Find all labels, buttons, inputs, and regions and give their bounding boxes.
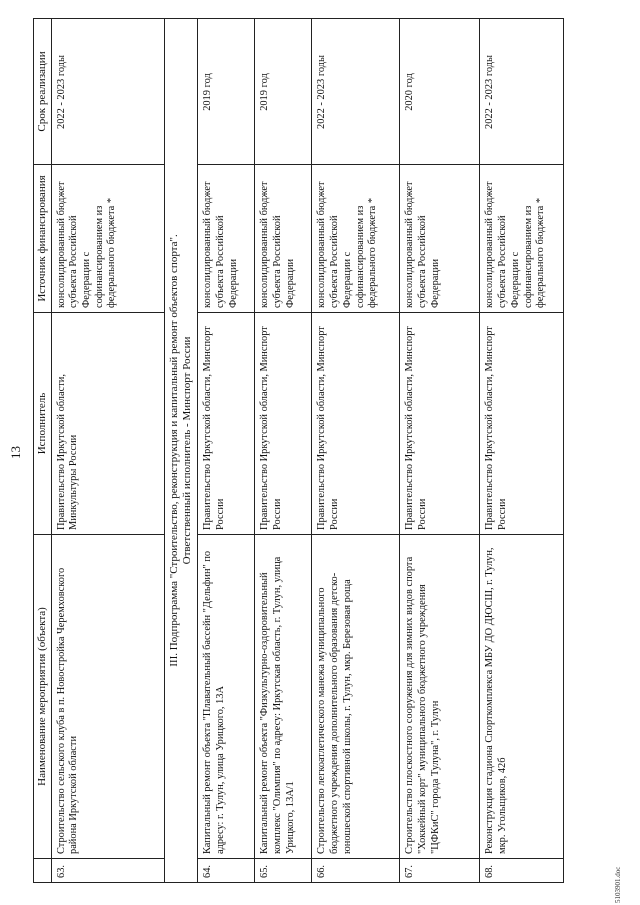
section-heading xyxy=(164,19,198,883)
measure-name: Реконструкция стадиона Спорткомплекса МБУ ДО ДЮСШ, г. Тулун, мкр. Угольщиков, 42б xyxy=(480,535,564,859)
measure-name: Строительство плоскостного сооружения для зимних видов спорта "Хоккейный корт" муниципального бюджетного учреждения "ЦФКиС" города Тулуна", г. Тулун xyxy=(400,535,480,859)
measure-source: консолидированный бюджет субъекта Российской Федерации xyxy=(400,165,480,313)
row-number: 64. xyxy=(198,859,255,883)
measure-name: Капитальный ремонт объекта "Плавательный бассейн "Дельфин" по адресу: г. Тулун, улица Урицкого, 13А xyxy=(198,535,255,859)
section-executor: Ответственный исполнитель - Минспорт России xyxy=(181,336,194,565)
table-row xyxy=(51,19,164,883)
measure-executor: Правительство Иркутской области, Минспорт России xyxy=(312,313,400,535)
measure-executor: Правительство Иркутской области, Минспорт России xyxy=(400,313,480,535)
row-number: 66. xyxy=(312,859,400,883)
measure-source: консолидированный бюджет субъекта Российской Федерации с софинансированием из федерального бюджета * xyxy=(51,165,164,313)
row-number: 67. xyxy=(400,859,480,883)
header-term: Срок реализации xyxy=(34,19,52,165)
measure-source: консолидированный бюджет субъекта Российской Федерации xyxy=(255,165,312,313)
measure-term: 2019 год xyxy=(255,19,312,165)
measure-term: 2022 - 2023 годы xyxy=(312,19,400,165)
table-row xyxy=(198,19,255,883)
measure-name: Капитальный ремонт объекта "Физкультурно-оздоровительный комплекс "Олимпия" по адресу: Иркутская область, г. Тулун, улица Урицкого, 13А/1 xyxy=(255,535,312,859)
table-row xyxy=(312,19,400,883)
page-number: 13 xyxy=(8,446,23,459)
header-executor: Исполнитель xyxy=(34,313,52,535)
measure-executor: Правительство Иркутской области, Минспорт России xyxy=(255,313,312,535)
measures-table xyxy=(33,18,564,883)
table-row xyxy=(400,19,480,883)
measure-term: 2022 - 2023 годы xyxy=(51,19,164,165)
measure-term: 2020 год xyxy=(400,19,480,165)
measure-source: консолидированный бюджет субъекта Российской Федерации с софинансированием из федерального бюджета * xyxy=(312,165,400,313)
table-header-row xyxy=(34,19,52,883)
measure-term: 2022 - 2023 годы xyxy=(480,19,564,165)
measure-executor: Правительство Иркутской области, Минспорт России xyxy=(480,313,564,535)
row-number: 68. xyxy=(480,859,564,883)
section-row xyxy=(164,19,198,883)
header-num xyxy=(34,859,52,883)
measure-source: консолидированный бюджет субъекта Российской Федерации xyxy=(198,165,255,313)
measure-name: Строительство сельского клуба в п. Новостройка Черемховского района Иркутской области xyxy=(51,535,164,859)
row-number: 63. xyxy=(51,859,164,883)
document-code: 5103901.doc xyxy=(614,866,622,903)
section-title: III. Подпрограмма "Строительство, реконструкция и капитальный ремонт объектов спорта". xyxy=(167,234,180,667)
table-row xyxy=(480,19,564,883)
header-name: Наименование мероприятия (объекта) xyxy=(34,535,52,859)
measure-source: консолидированный бюджет субъекта Российской Федерации с софинансированием из федерального бюджета * xyxy=(480,165,564,313)
measure-executor: Правительство Иркутской области, Минспорт России xyxy=(198,313,255,535)
row-number: 65. xyxy=(255,859,312,883)
header-source: Источник финансирования xyxy=(34,165,52,313)
measure-name: Строительство легкоатлетического манежа муниципального бюджетного учреждения дополнительного образования детско-юношеской спортивной школы, г. Тулун, мкр. Березовая роща xyxy=(312,535,400,859)
measure-executor: Правительство Иркутской области, Минкультуры России xyxy=(51,313,164,535)
measure-term: 2019 год xyxy=(198,19,255,165)
table-row xyxy=(255,19,312,883)
